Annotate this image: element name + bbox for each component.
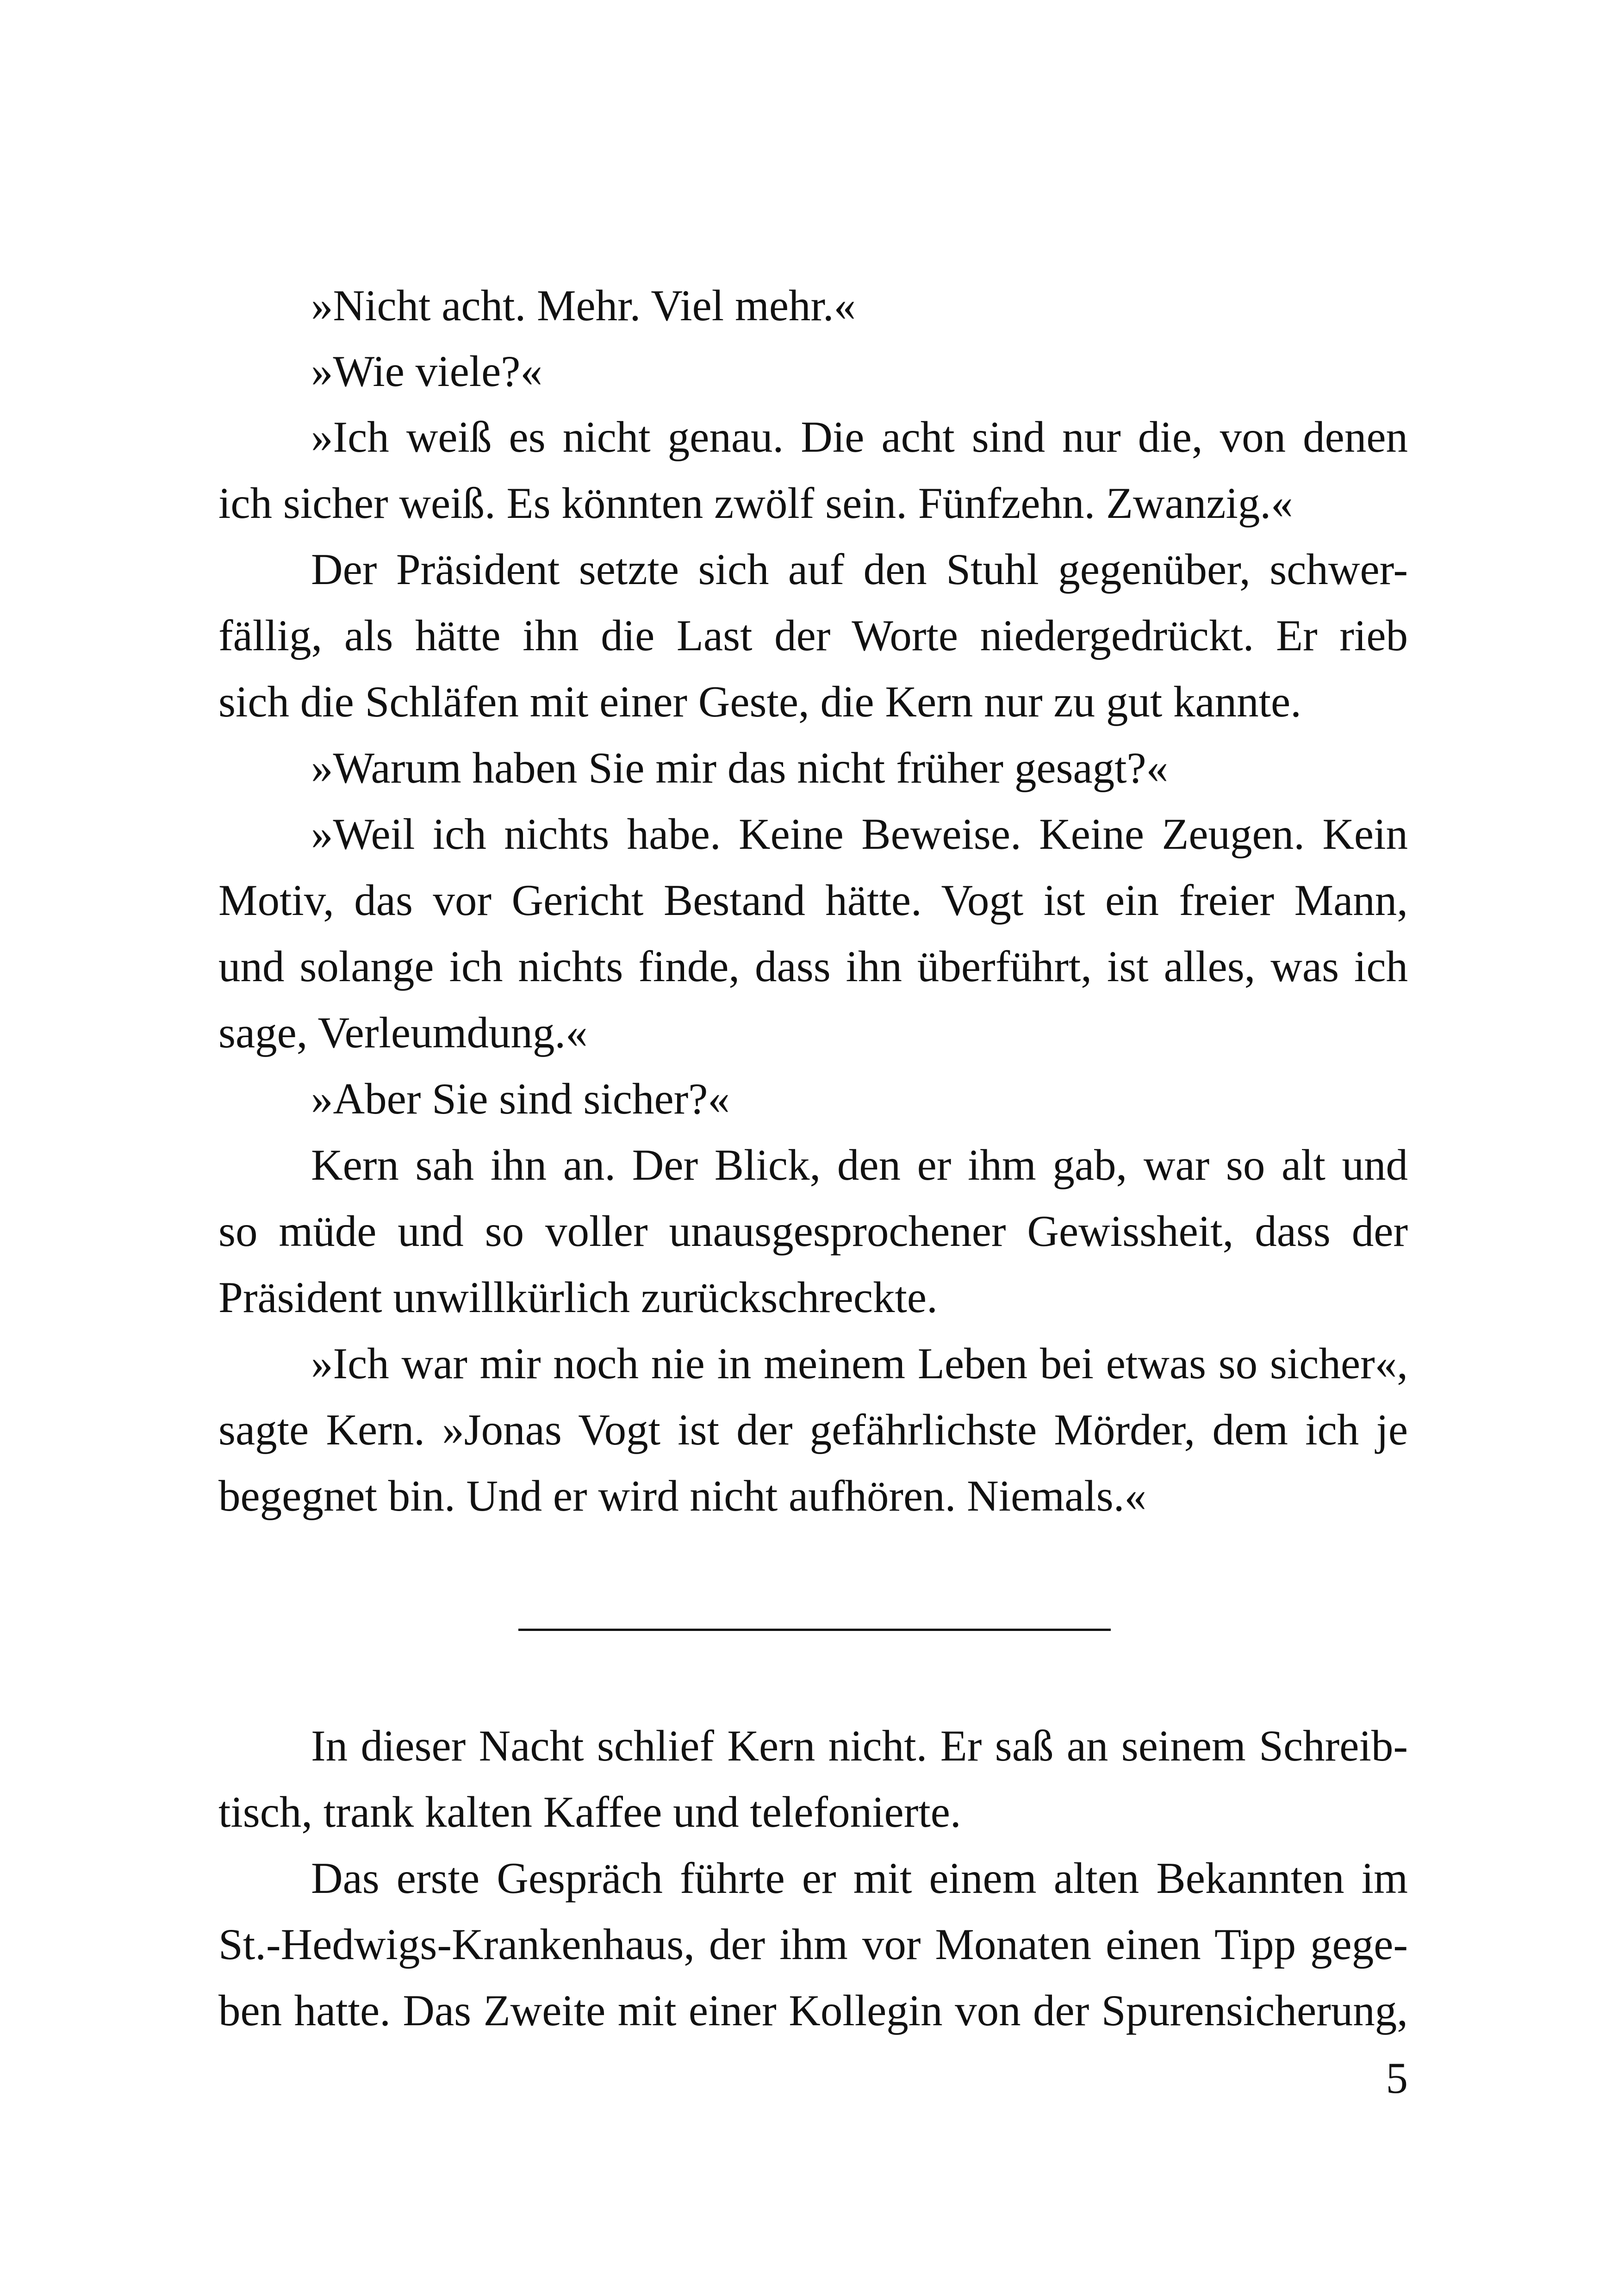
- text-line: Der Präsident setzte sich auf den Stuhl gegenüber, schwer-: [311, 545, 1408, 594]
- text-line: »Ich war mir noch nie in meinem Leben bei etwas so sicher«,: [311, 1339, 1408, 1388]
- text-line: »Weil ich nichts habe. Keine Beweise. Keine Zeugen. Kein: [311, 809, 1408, 859]
- text-line: sich die Schläfen mit einer Geste, die Kern nur zu gut kannte.: [218, 677, 1301, 726]
- text-line: ben hatte. Das Zweite mit einer Kollegin von der Spurensicherung,: [218, 1986, 1408, 2035]
- page-number: 5: [1386, 2053, 1408, 2103]
- text-line: »Warum haben Sie mir das nicht früher gesagt?«: [311, 743, 1169, 792]
- text-line: »Wie viele?«: [311, 347, 542, 396]
- text-line: Präsident unwillkürlich zurückschreckte.: [218, 1273, 938, 1322]
- text-line: »Aber Sie sind sicher?«: [311, 1074, 730, 1123]
- text-line: fällig, als hätte ihn die Last der Worte niedergedrückt. Er rieb: [218, 611, 1408, 660]
- text-line: sagte Kern. »Jonas Vogt ist der gefährlichste Mörder, dem ich je: [218, 1405, 1408, 1454]
- text-line: In dieser Nacht schlief Kern nicht. Er saß an seinem Schreib-: [311, 1721, 1408, 1770]
- text-line: ich sicher weiß. Es könnten zwölf sein. Fünfzehn. Zwanzig.«: [218, 479, 1293, 528]
- text-line: tisch, trank kalten Kaffee und telefonierte.: [218, 1787, 961, 1836]
- text-line: Das erste Gespräch führte er mit einem alten Bekannten im: [311, 1854, 1408, 1903]
- text-line: »Ich weiß es nicht genau. Die acht sind nur die, von denen: [311, 412, 1408, 461]
- text-line: sage, Verleumdung.«: [218, 1008, 588, 1057]
- text-line: und solange ich nichts finde, dass ihn überführt, ist alles, was ich: [218, 942, 1408, 991]
- text-line: Motiv, das vor Gericht Bestand hätte. Vogt ist ein freier Mann,: [218, 876, 1408, 925]
- text-line: St.-Hedwigs-Krankenhaus, der ihm vor Monaten einen Tipp gege-: [218, 1920, 1408, 1969]
- section-divider: [518, 1629, 1111, 1631]
- text-line: Kern sah ihn an. Der Blick, den er ihm gab, war so alt und: [311, 1140, 1408, 1189]
- text-line: »Nicht acht. Mehr. Viel mehr.«: [311, 281, 856, 330]
- text-line: begegnet bin. Und er wird nicht aufhören. Niemals.«: [218, 1471, 1146, 1520]
- text-line: so müde und so voller unausgesprochener Gewissheit, dass der: [218, 1207, 1408, 1256]
